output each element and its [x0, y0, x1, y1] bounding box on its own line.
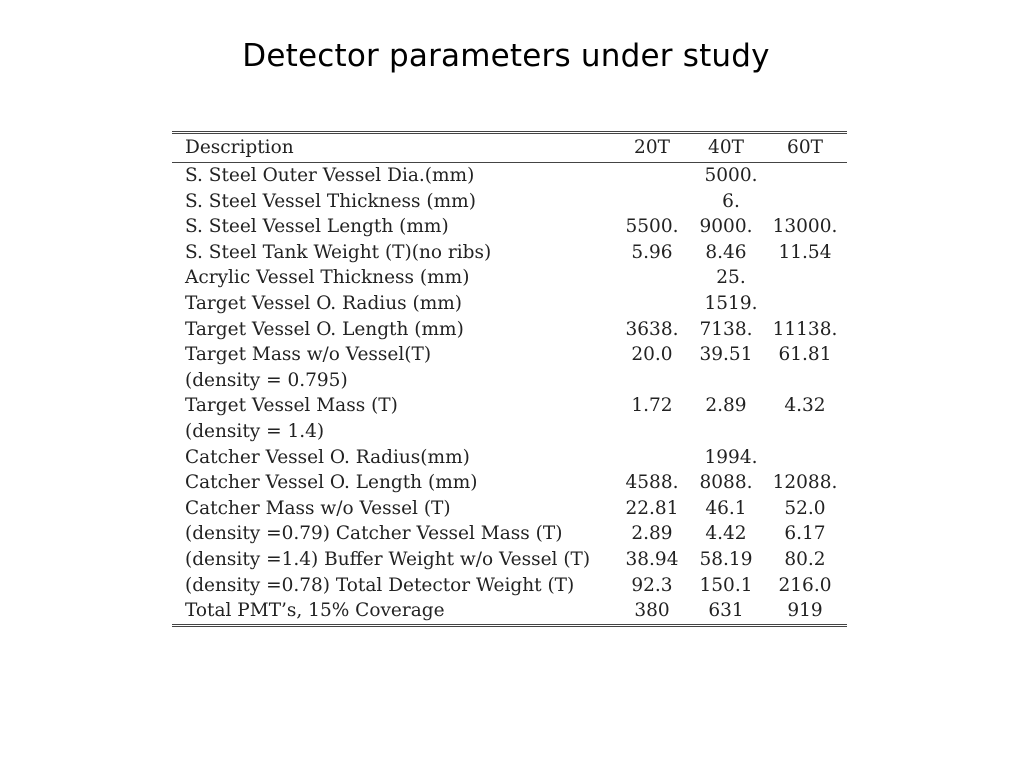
value-40t: 7138. — [699, 318, 753, 340]
row-description: S. Steel Tank Weight (T)(no ribs) — [185, 241, 492, 263]
value-60t: 12088. — [772, 472, 838, 494]
value-20t: 3638. — [625, 318, 679, 340]
value-60t: 11138. — [772, 318, 838, 340]
table-row — [172, 445, 847, 471]
row-description: Catcher Vessel O. Length (mm) — [185, 472, 478, 494]
value-60t: 80.2 — [784, 548, 826, 570]
value-60t: 52.0 — [784, 497, 826, 519]
header-40t: 40T — [689, 133, 763, 163]
value-20t: 380 — [634, 600, 670, 622]
table-row — [172, 291, 847, 317]
header-description: Description — [172, 133, 615, 163]
detector-parameters-table — [172, 131, 847, 627]
value-40t — [689, 419, 763, 445]
header-20t: 20T — [615, 133, 689, 163]
table-row — [172, 496, 847, 522]
value-40t: 8088. — [699, 472, 753, 494]
value-40t: 9000. — [699, 216, 753, 238]
table-row — [172, 521, 847, 547]
table-row — [172, 265, 847, 291]
value-20t — [615, 419, 689, 445]
row-description: Catcher Vessel O. Radius(mm) — [185, 446, 470, 468]
row-description: Target Vessel Mass (T) — [185, 395, 398, 417]
parameters-table-container — [172, 131, 847, 627]
table-row — [172, 419, 847, 445]
value-20t: 2.89 — [631, 523, 673, 545]
row-description: (density = 1.4) — [185, 420, 325, 442]
row-description: Acrylic Vessel Thickness (mm) — [185, 267, 470, 289]
row-description: Total PMT’s, 15% Coverage — [185, 600, 445, 622]
value-60t: 919 — [787, 600, 823, 622]
value-40t: 4.42 — [705, 523, 747, 545]
row-description: (density =0.79) Catcher Vessel Mass (T) — [185, 523, 563, 545]
table-row — [172, 573, 847, 599]
value-20t: 1.72 — [631, 395, 673, 417]
value-60t: 11.54 — [778, 241, 832, 263]
row-shared-value: 5000. — [704, 165, 758, 186]
row-shared-value: 25. — [716, 267, 746, 289]
table-row — [172, 214, 847, 240]
row-description: Target Vessel O. Length (mm) — [185, 318, 464, 340]
row-description: S. Steel Vessel Length (mm) — [185, 216, 449, 238]
row-shared-value: 6. — [722, 190, 740, 212]
value-60t — [763, 419, 847, 445]
slide-title: Detector parameters under study — [242, 38, 770, 74]
value-40t — [689, 368, 763, 394]
value-20t: 38.94 — [625, 548, 679, 570]
row-description: Target Vessel O. Radius (mm) — [185, 292, 463, 314]
value-40t: 2.89 — [705, 395, 747, 417]
table-row — [172, 470, 847, 496]
row-description: (density =0.78) Total Detector Weight (T) — [185, 574, 575, 596]
table-header-row — [172, 133, 847, 163]
table-row — [172, 317, 847, 343]
table-row — [172, 598, 847, 625]
value-40t: 58.19 — [699, 548, 753, 570]
row-shared-value: 1994. — [704, 446, 758, 468]
value-20t: 22.81 — [625, 497, 679, 519]
value-40t: 8.46 — [705, 241, 747, 263]
value-20t: 4588. — [625, 472, 679, 494]
value-20t: 5.96 — [631, 241, 673, 263]
value-20t — [615, 368, 689, 394]
row-shared-value: 1519. — [704, 292, 758, 314]
value-60t: 61.81 — [778, 344, 832, 366]
value-40t: 150.1 — [699, 574, 753, 596]
table-row — [172, 368, 847, 394]
value-20t: 20.0 — [631, 344, 673, 366]
header-60t: 60T — [763, 133, 847, 163]
table-row — [172, 240, 847, 266]
value-60t: 4.32 — [784, 395, 826, 417]
table-row — [172, 163, 847, 189]
value-60t: 6.17 — [784, 523, 826, 545]
value-40t: 46.1 — [705, 497, 747, 519]
table-row — [172, 547, 847, 573]
table-row — [172, 393, 847, 419]
value-60t: 216.0 — [778, 574, 832, 596]
value-20t: 5500. — [625, 216, 679, 238]
value-60t — [763, 368, 847, 394]
table-row — [172, 189, 847, 215]
row-description: (density = 0.795) — [185, 369, 348, 391]
value-40t: 631 — [708, 600, 744, 622]
row-description: S. Steel Outer Vessel Dia.(mm) — [185, 165, 475, 186]
value-60t: 13000. — [772, 216, 838, 238]
table-row — [172, 342, 847, 368]
row-description: Target Mass w/o Vessel(T) — [185, 344, 432, 366]
row-description: (density =1.4) Buffer Weight w/o Vessel (T) — [185, 548, 591, 570]
value-20t: 92.3 — [631, 574, 673, 596]
row-description: Catcher Mass w/o Vessel (T) — [185, 497, 451, 519]
row-description: S. Steel Vessel Thickness (mm) — [185, 190, 476, 212]
value-40t: 39.51 — [699, 344, 753, 366]
